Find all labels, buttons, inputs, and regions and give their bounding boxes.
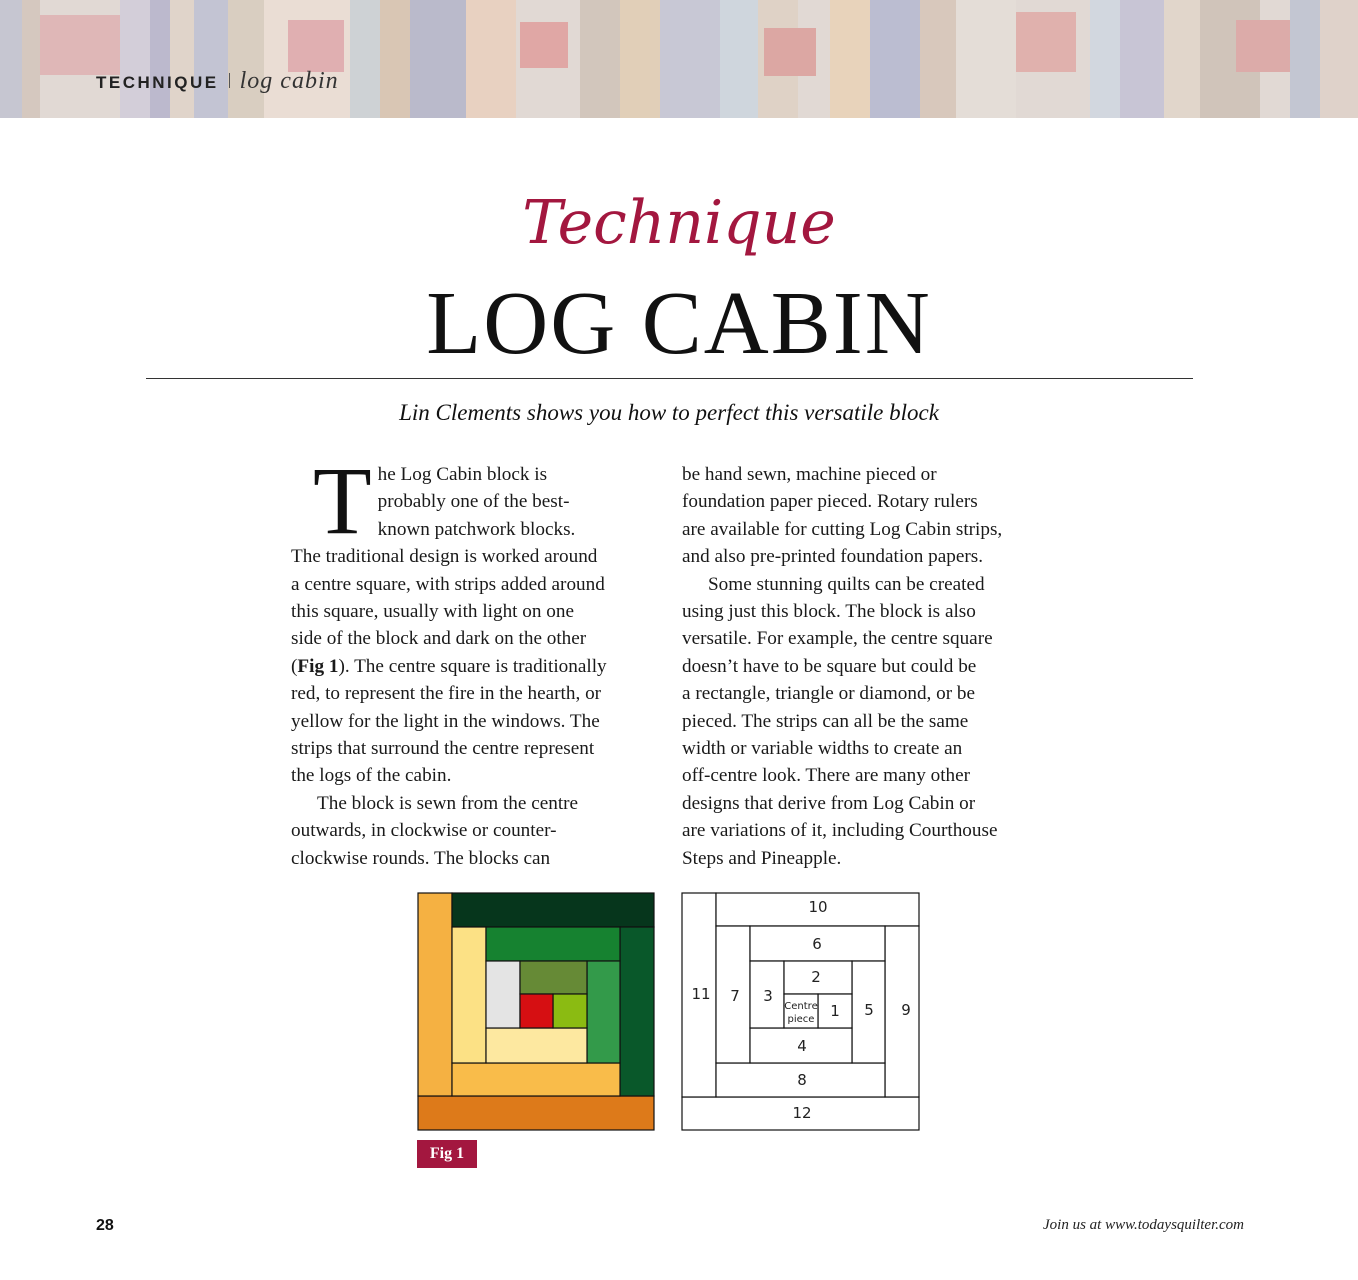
paragraph-1	[291, 447, 661, 790]
strip-6	[486, 927, 620, 961]
paragraph-4	[682, 571, 1057, 872]
strip-3	[486, 961, 520, 1028]
body-column-1	[291, 447, 661, 872]
text-line: off-centre look. There are many other	[682, 765, 971, 787]
text-line: clockwise rounds. The blocks can	[291, 847, 551, 869]
num-12: 12	[792, 1104, 812, 1122]
text-line: doesn’t have to be square but could be	[682, 655, 977, 677]
strip-4	[486, 1028, 587, 1063]
text-line: red, to represent the fire in the hearth, or	[291, 683, 602, 705]
num-3: 3	[763, 987, 773, 1005]
title-script: Technique	[522, 188, 836, 258]
text-line: side of the block and dark on the other	[291, 628, 587, 650]
centre-label-2: piece	[787, 1014, 815, 1025]
section-divider	[229, 73, 230, 88]
text-line: versatile. For example, the centre square	[682, 628, 993, 650]
fig-reference: Fig 1	[297, 655, 339, 677]
text-line: a rectangle, triangle or diamond, or be	[682, 683, 976, 705]
num-5: 5	[864, 1001, 874, 1019]
page-number: 28	[96, 1217, 114, 1234]
paragraph-2	[291, 790, 661, 872]
section-name: TECHNIQUE	[96, 73, 219, 92]
text-line: are available for cutting Log Cabin strips,	[682, 518, 1003, 540]
text-line: designs that derive from Log Cabin or	[682, 792, 976, 814]
text-line: The block is sewn from the centre	[317, 792, 579, 814]
title-rule	[146, 378, 1193, 379]
quilt-banner-image	[0, 0, 1358, 118]
text-line: the logs of the cabin.	[291, 765, 452, 787]
fig1-log-cabin-block	[417, 892, 657, 1132]
text-line: pieced. The strips can all be the same	[682, 710, 969, 732]
num-6: 6	[812, 935, 822, 953]
fig2-piecing-diagram	[681, 892, 921, 1132]
standfirst: Lin Clements shows you how to perfect this versatile block	[399, 400, 939, 425]
text-line: probably one of the best-	[377, 491, 570, 513]
text-line: he Log Cabin block is	[377, 464, 548, 485]
strip-5	[587, 961, 620, 1063]
paragraph-3	[682, 461, 1057, 571]
text-line: yellow for the light in the windows. The	[291, 710, 600, 732]
text-line: and also pre-printed foundation papers.	[682, 546, 984, 568]
text-line: width or variable widths to create an	[682, 738, 963, 760]
strip-7	[452, 927, 486, 1063]
strip-9	[620, 927, 654, 1096]
header-banner	[0, 0, 1358, 118]
fig-ref-open: (	[291, 655, 298, 677]
text-line: strips that surround the centre represent	[291, 738, 595, 760]
text-line: be hand sewn, machine pieced or	[682, 464, 937, 485]
text-line: The traditional design is worked around	[291, 546, 598, 568]
num-11: 11	[691, 985, 711, 1003]
strip-2	[520, 961, 587, 994]
drop-cap: T	[313, 447, 372, 554]
text-line: a centre square, with strips added around	[291, 573, 605, 595]
text-line: Some stunning quilts can be created	[708, 573, 985, 595]
fig-ref-rest: ). The centre square is traditionally	[338, 655, 607, 677]
strip-11	[418, 893, 452, 1096]
centre-label-1: Centre	[784, 1001, 818, 1012]
strip-8	[452, 1063, 620, 1096]
text-line: foundation paper pieced. Rotary rulers	[682, 491, 978, 513]
num-7: 7	[730, 987, 740, 1005]
text-line: this square, usually with light on one	[291, 601, 574, 623]
subsection-name: log cabin	[239, 68, 339, 94]
num-8: 8	[797, 1071, 807, 1089]
num-9: 9	[901, 1001, 911, 1019]
text-line: are variations of it, including Courthouse	[682, 820, 998, 842]
text-line: known patchwork blocks.	[377, 518, 576, 540]
footer-text: Join us at www.todaysquilter.com	[1043, 1217, 1244, 1233]
text-line: outwards, in clockwise or counter-	[291, 820, 557, 842]
text-line: using just this block. The block is also	[682, 601, 976, 623]
strip-12	[418, 1096, 654, 1130]
strip-1	[553, 994, 587, 1028]
text-line	[291, 653, 661, 680]
centre-square	[520, 994, 553, 1028]
strip-10	[452, 893, 654, 927]
page-title: LOG CABIN	[426, 274, 932, 373]
num-2: 2	[811, 968, 821, 986]
section-label	[96, 68, 339, 95]
num-4: 4	[797, 1037, 807, 1055]
fig1-label: Fig 1	[417, 1140, 477, 1168]
num-1: 1	[830, 1002, 840, 1020]
num-10: 10	[808, 898, 828, 916]
text-line: Steps and Pineapple.	[682, 847, 842, 869]
body-column-2	[682, 461, 1057, 872]
